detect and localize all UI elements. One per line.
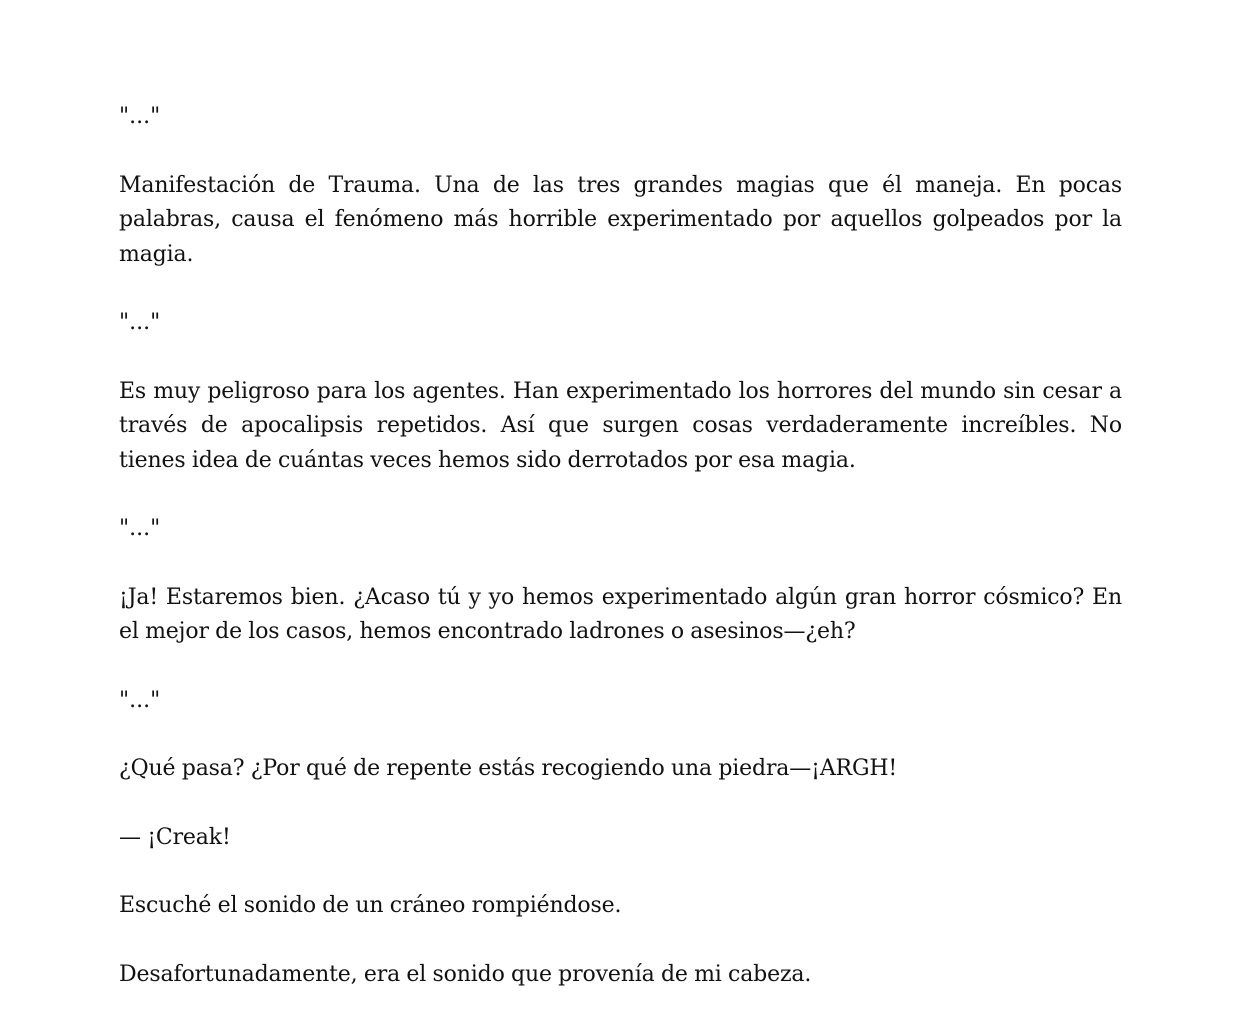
paragraph: Escuché el sonido de un cráneo rompiéndose. xyxy=(119,893,622,918)
sound-effect-line: — ¡Creak! xyxy=(119,824,231,850)
dialogue-ellipsis: "..." xyxy=(119,310,161,335)
dialogue-ellipsis: "..." xyxy=(119,516,161,541)
paragraph: Manifestación de Trauma. Una de las tres grandes magias que él maneja. En pocas palabras, causa el fenómeno más horrible experimentado por aquellos golpeados por la magia. xyxy=(119,172,1122,267)
paragraph: Es muy peligroso para los agentes. Han experimentado los horrores del mundo sin cesar a través de apocalipsis repetidos. Así que surgen cosas verdaderamente increíbles. No tienes idea de cuántas veces hemos sido derrotados por esa magia. xyxy=(119,378,1122,473)
paragraph: Desafortunadamente, era el sonido que provenía de mi cabeza. xyxy=(119,961,812,987)
paragraph: ¡Ja! Estaremos bien. ¿Acaso tú y yo hemos experimentado algún gran horror cósmico? En el mejor de los casos, hemos encontrado ladrones o asesinos—¿eh? xyxy=(119,584,1122,644)
paragraph: ¿Qué pasa? ¿Por qué de repente estás recogiendo una piedra—¡ARGH! xyxy=(119,756,898,781)
dialogue-ellipsis: "..." xyxy=(119,687,161,713)
dialogue-ellipsis: "..." xyxy=(119,104,161,129)
